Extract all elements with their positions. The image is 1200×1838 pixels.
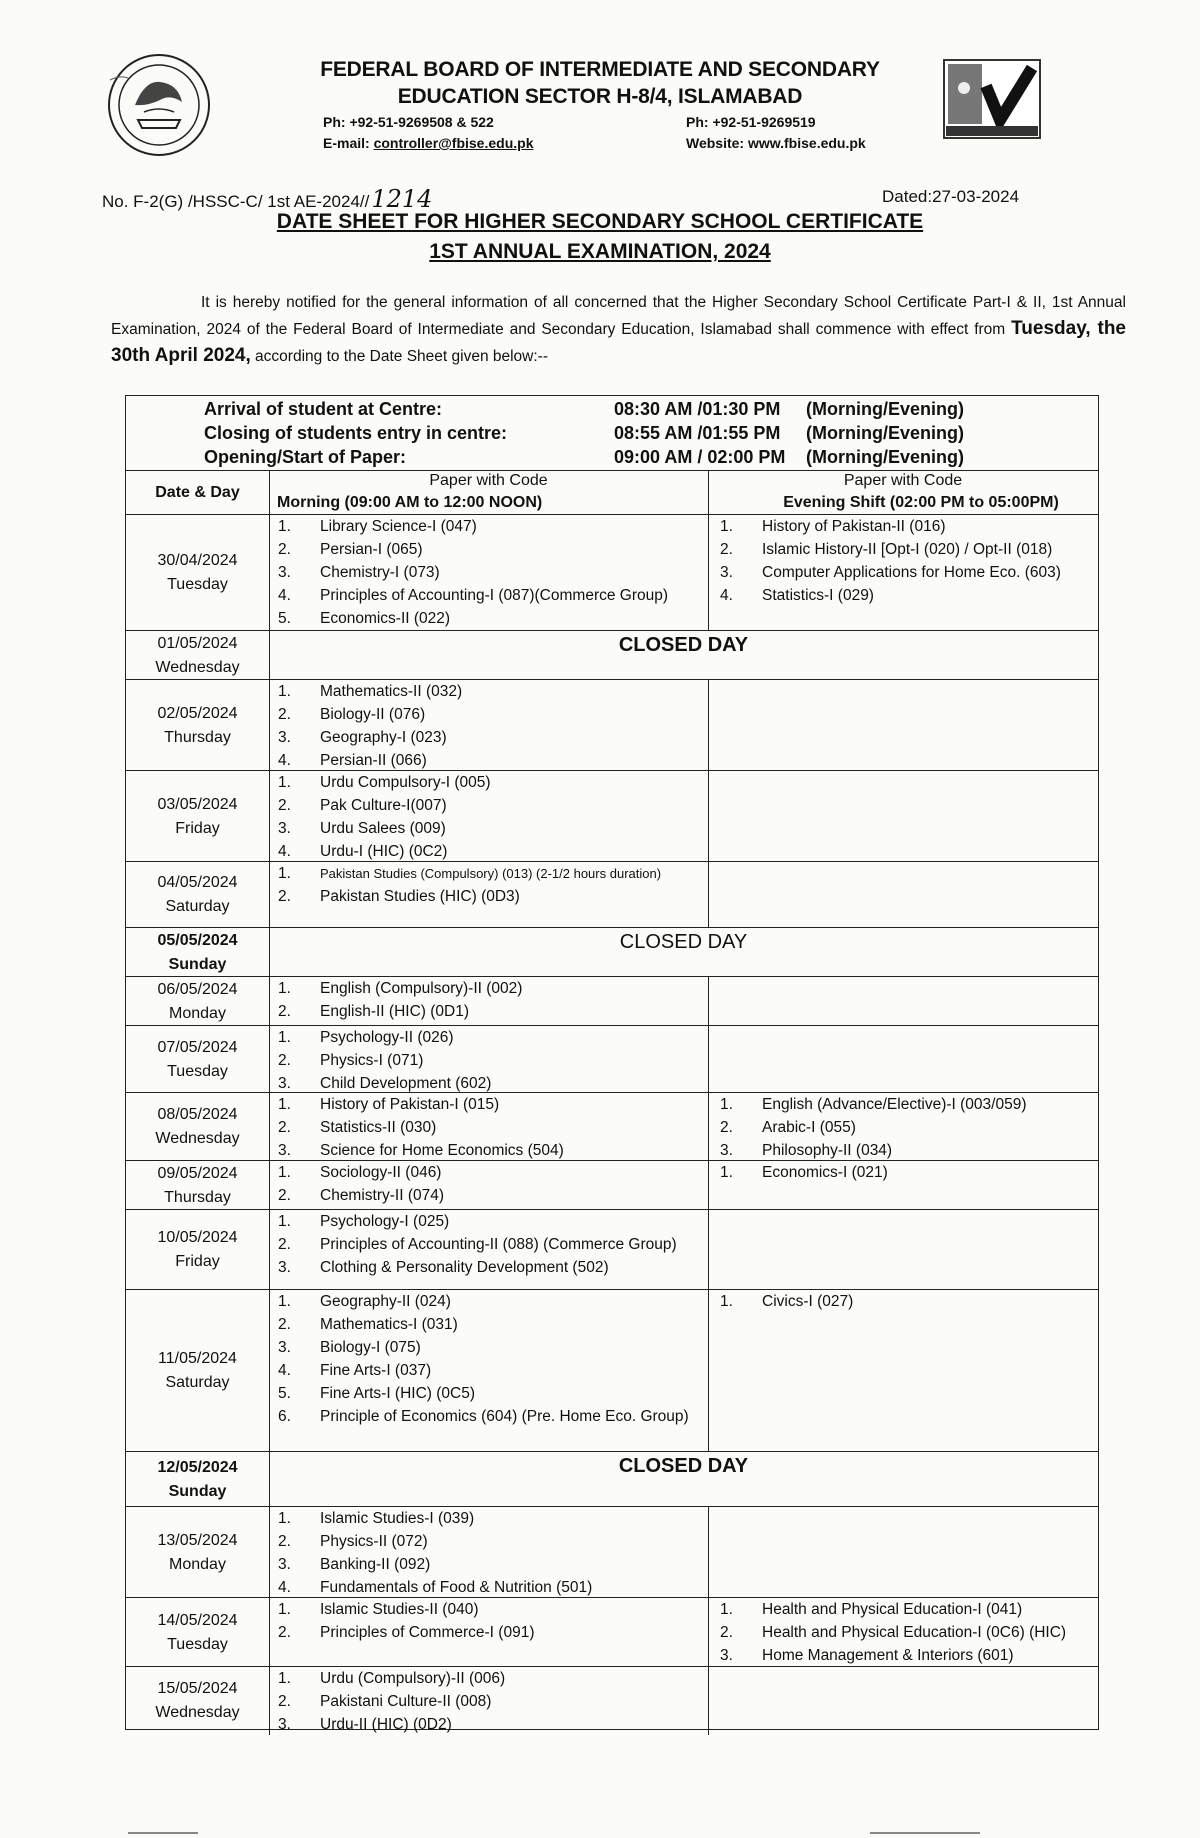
list-item [278,1621,703,1644]
closed-day-label: CLOSED DAY [618,1455,749,1477]
exam-date: 09/05/2024 [157,1164,238,1182]
morning-papers [278,1598,703,1644]
item-number: 2. [278,1316,291,1333]
item-number: 1. [278,1670,291,1687]
morning-papers [278,1667,703,1736]
date-cell [126,1210,269,1290]
list-item [720,1139,1098,1162]
list-item [278,1256,703,1279]
item-number: 1. [278,1164,291,1181]
fbise-seal-logo [100,50,218,160]
list-item [720,1093,1098,1116]
table-row [126,771,1098,862]
exam-date: 05/05/2024 [157,931,238,949]
list-item [278,703,703,726]
list-item [278,1026,703,1049]
list-item [278,1576,703,1599]
table-row [126,1598,1098,1667]
date-cell [126,1093,269,1161]
morning-papers [278,771,703,863]
paper-name: Urdu-I (HIC) (0C2) [320,843,448,860]
date-cell [126,977,269,1026]
list-item [720,538,1098,561]
list-item [278,1072,703,1095]
item-number: 3. [278,729,291,746]
date-cell [126,928,269,977]
paper-name: Principles of Accounting-I (087)(Commerce Group) [320,587,669,604]
date-cell [126,1667,269,1735]
list-item [720,1621,1098,1644]
list-item [278,1667,703,1690]
date-cell [126,771,269,862]
item-number: 3. [278,1259,291,1276]
intro-text: It is hereby notified for the general information of all concerned that the Higher Secondary School Certificate Part-I & II, 1st Annual Examination, 2024 of the Federal Board of Intermediate and Secondary Education, Islamabad shall commence with effect from [111,294,1126,338]
paper-name: Economics-I (021) [762,1164,888,1181]
item-number: 1. [278,1293,291,1310]
list-item [278,515,703,538]
table-row [126,1026,1098,1093]
exam-day: Monday [169,1555,226,1573]
item-number: 3. [278,820,291,837]
date-cell [126,680,269,771]
list-item [278,584,703,607]
list-item [278,1405,703,1428]
list-item [278,1139,703,1162]
paper-name: Pakistan Studies (HIC) (0D3) [320,888,520,905]
morning-papers [278,680,703,772]
intro-tail: according to the Date Sheet given below:-- [250,348,549,365]
table-row [126,977,1098,1026]
list-item [720,1116,1098,1139]
item-number: 3. [278,564,291,581]
date-sheet-table [125,395,1099,1733]
table-row [126,928,1098,977]
item-number: 2. [278,1187,291,1204]
paper-name: Urdu Salees (009) [320,820,446,837]
list-item [278,1000,703,1023]
exam-day: Sunday [168,955,227,973]
contact-right [686,112,866,154]
list-item [278,817,703,840]
header-date-day: Date & Day [155,483,240,501]
paper-name: Mathematics-I (031) [320,1316,458,1333]
item-number: 2. [278,1052,291,1069]
table-row [126,680,1098,771]
exam-day: Saturday [165,1374,230,1391]
paper-name: Physics-I (071) [320,1052,424,1069]
list-item [278,561,703,584]
list-item [278,1210,703,1233]
paper-name: Geography-II (024) [320,1293,451,1310]
paper-name: Fundamentals of Food & Nutrition (501) [320,1579,593,1596]
bottom-divider [128,1832,198,1834]
date-cell [126,1161,269,1210]
list-item [278,1290,703,1313]
closed-day-label: CLOSED DAY [619,931,748,953]
exam-date: 15/05/2024 [157,1680,238,1697]
paper-name: Library Science-I (047) [320,518,477,535]
paper-name: Civics-I (027) [762,1293,854,1310]
phone-right: Ph: +92-51-9269519 [686,114,816,130]
org-name-line1: FEDERAL BOARD OF INTERMEDIATE AND SECONDARY [320,58,880,81]
paper-name: Biology-I (075) [320,1339,421,1356]
paper-name: English-II (HIC) (0D1) [320,1003,469,1020]
item-number: 1. [720,1164,733,1181]
paper-name: Persian-I (065) [320,541,423,558]
date-cell [126,1290,269,1452]
paper-name: Pakistani Culture-II (008) [320,1693,492,1710]
item-number: 1. [278,518,291,535]
date-cell [126,631,269,680]
paper-name: Islamic Studies-II (040) [320,1601,479,1618]
paper-name: English (Compulsory)-II (002) [320,980,523,997]
reference-number [102,185,432,213]
exam-day: Tuesday [167,576,228,593]
list-item [278,749,703,772]
table-row [126,1507,1098,1598]
table-row [126,1210,1098,1290]
paper-name: Principles of Commerce-I (091) [320,1624,535,1641]
item-number: 1. [278,1096,291,1113]
list-item [278,1553,703,1576]
exam-date: 01/05/2024 [157,634,238,652]
paper-name: Chemistry-II (074) [320,1187,445,1204]
paper-name: Sociology-II (046) [320,1164,442,1181]
paper-name: Principle of Economics (604) (Pre. Home Eco. Group) [320,1408,689,1425]
item-number: 3. [720,1647,733,1664]
exam-day: Thursday [164,728,231,746]
item-number: 1. [278,980,291,997]
closed-day-label: CLOSED DAY [618,634,749,656]
morning-papers [278,862,703,908]
exam-date: 03/05/2024 [157,795,238,813]
item-number: 2. [720,541,733,558]
paper-name: Statistics-II (030) [320,1119,437,1136]
email-label: E-mail: [323,135,374,151]
item-number: 4. [278,587,291,604]
list-item [278,680,703,703]
paper-name: Persian-II (066) [320,752,427,769]
morning-papers [278,1093,703,1162]
timings-block: Arrival of student at Centre: 08:30 AM /01:30 PM (Morning/Evening) Closing of students entry in centre: 08:55 AM /01:55 PM (Morning/Evening) Opening/Start of Paper: 09:00 AM / 02:00 PM (Morning/Evening) [126,396,1098,471]
item-number: 1. [278,1601,291,1618]
exam-date: 06/05/2024 [157,980,238,998]
paper-name: History of Pakistan-I (015) [320,1096,500,1113]
exam-day: Tuesday [167,1062,228,1080]
list-item [278,1382,703,1405]
exam-date: 08/05/2024 [157,1106,238,1123]
table-row [126,1290,1098,1452]
paper-name: Islamic Studies-I (039) [320,1510,475,1527]
exam-day: Wednesday [155,1130,240,1147]
item-number: 2. [278,1693,291,1710]
header-morning: Paper with Code Morning (09:00 AM to 12:00 NOON) [277,472,548,511]
item-number: 1. [720,518,733,535]
item-number: 2. [720,1624,733,1641]
evening-papers [720,515,1098,607]
exam-day: Monday [169,1004,226,1022]
item-number: 1. [278,1029,291,1046]
exam-date: 10/05/2024 [157,1229,238,1246]
item-number: 3. [278,1075,291,1092]
org-name-line2: EDUCATION SECTOR H-8/4, ISLAMABAD [397,85,803,108]
list-item [278,1116,703,1139]
item-number: 1. [720,1096,733,1113]
list-item [278,726,703,749]
paper-name: Pak Culture-I(007) [320,797,447,814]
date-cell [126,515,269,631]
paper-name: Fine Arts-I (037) [320,1362,432,1379]
list-item [278,1093,703,1116]
paper-name: Banking-II (092) [320,1556,431,1573]
exam-day: Thursday [164,1188,231,1206]
evening-papers [720,1161,1098,1184]
item-number: 4. [278,843,291,860]
paper-name: Mathematics-II (032) [320,683,463,700]
list-item [278,862,703,885]
paper-name: Philosophy-II (034) [762,1142,893,1159]
paper-name: Fine Arts-I (HIC) (0C5) [320,1385,476,1402]
paper-name: Urdu Compulsory-I (005) [320,774,491,791]
morning-papers [278,977,703,1023]
date-cell [126,1026,269,1093]
list-item [278,1184,703,1207]
item-number: 1. [720,1293,733,1310]
exam-date: 13/05/2024 [157,1531,238,1549]
exam-date: 12/05/2024 [157,1458,238,1476]
paper-name: Computer Applications for Home Eco. (603) [762,564,1061,581]
item-number: 2. [278,797,291,814]
exam-date: 11/05/2024 [158,1350,237,1367]
list-item [278,1336,703,1359]
header-evening: Paper with Code Evening Shift (02:00 PM to 05:00PM) [783,472,1059,511]
list-item [278,1233,703,1256]
evening-papers [720,1093,1098,1162]
exam-date: 30/04/2024 [157,552,238,569]
paper-name: Principles of Accounting-II (088) (Commerce Group) [320,1236,677,1253]
item-number: 3. [278,1142,291,1159]
reference-text: No. F-2(G) /HSSC-C/ 1st AE-2024// [102,192,370,211]
exam-day: Sunday [168,1482,227,1500]
item-number: 5. [278,610,291,627]
list-item [278,1713,703,1736]
document-title-line2: 1ST ANNUAL EXAMINATION, 2024 [429,240,771,263]
list-item [278,1530,703,1553]
table-row [126,631,1098,680]
bottom-divider [870,1832,980,1834]
handwritten-number: 1214 [371,185,433,213]
evening-papers [720,1290,1098,1313]
item-number: 1. [278,865,291,882]
item-number: 2. [278,1624,291,1641]
website-link[interactable]: Website: www.fbise.edu.pk [686,135,866,151]
morning-papers [278,1507,703,1599]
exam-day: Tuesday [167,1635,228,1653]
exam-day: Friday [175,819,220,837]
paper-name: Economics-II (022) [320,610,451,627]
exam-date: 04/05/2024 [157,874,238,891]
item-number: 2. [278,1003,291,1020]
table-row [126,1093,1098,1161]
morning-papers [278,1026,703,1095]
list-item [720,1644,1098,1667]
paper-name: Arabic-I (055) [762,1119,856,1136]
list-item [720,515,1098,538]
paper-name: Chemistry-I (073) [320,564,440,581]
list-item [278,607,703,630]
item-number: 1. [278,774,291,791]
paper-name: Pakistan Studies (Compulsory) (013) (2-1/2 hours duration) [320,866,662,881]
date-cell [126,862,269,928]
board-header [250,56,950,110]
contact-left [323,112,533,154]
list-item [278,1359,703,1382]
exam-date: 07/05/2024 [157,1038,238,1056]
item-number: 2. [278,1119,291,1136]
item-number: 6. [278,1408,291,1425]
exam-date: 14/05/2024 [157,1611,238,1629]
item-number: 1. [720,1601,733,1618]
paper-name: Health and Physical Education-I (041) [762,1601,1023,1618]
paper-name: English (Advance/Elective)-I (003/059) [762,1096,1027,1113]
list-item [278,840,703,863]
item-number: 4. [278,1579,291,1596]
table-row [126,1452,1098,1507]
paper-name: Urdu-II (HIC) (0D2) [320,1716,452,1733]
item-number: 1. [278,1213,291,1230]
paper-name: Geography-I (023) [320,729,447,746]
paper-name: Psychology-I (025) [320,1213,450,1230]
item-number: 5. [278,1385,291,1402]
item-number: 4. [278,1362,291,1379]
item-number: 2. [278,541,291,558]
list-item [720,1290,1098,1313]
list-item [278,1598,703,1621]
list-item [278,1313,703,1336]
paper-name: Clothing & Personality Development (502) [320,1259,609,1276]
list-item [720,584,1098,607]
item-number: 3. [278,1716,291,1733]
exam-day: Friday [175,1253,220,1270]
paper-name: Psychology-II (026) [320,1029,454,1046]
paper-name: Child Development (602) [320,1075,492,1092]
list-item [720,1161,1098,1184]
date-cell [126,1598,269,1667]
exam-day: Wednesday [155,1704,240,1721]
paper-name: Home Management & Interiors (601) [762,1647,1014,1664]
item-number: 2. [278,1236,291,1253]
list-item [278,1049,703,1072]
morning-papers [278,515,703,630]
item-number: 2. [720,1119,733,1136]
item-number: 1. [278,1510,291,1527]
item-number: 4. [720,587,733,604]
item-number: 3. [720,564,733,581]
list-item [720,1598,1098,1621]
item-number: 2. [278,1533,291,1550]
exam-day: Saturday [165,898,230,915]
table-row [126,862,1098,928]
list-item [278,794,703,817]
date-cell [126,1452,269,1507]
paper-name: Biology-II (076) [320,706,426,723]
dated: Dated:27-03-2024 [882,187,1020,206]
phone-left: Ph: +92-51-9269508 & 522 [323,114,494,130]
list-item [278,1690,703,1713]
date-cell [126,1507,269,1598]
item-number: 2. [278,888,291,905]
table-row [126,1161,1098,1210]
paper-name: Science for Home Economics (504) [320,1142,564,1159]
exam-date: 02/05/2024 [157,704,238,722]
list-item [278,885,703,908]
intro-paragraph [111,290,1126,370]
paper-name: Physics-II (072) [320,1533,428,1550]
item-number: 4. [278,752,291,769]
paper-name: Health and Physical Education-I (0C6) (HIC) [762,1624,1067,1641]
paper-name: Urdu (Compulsory)-II (006) [320,1670,506,1687]
morning-papers [278,1290,703,1428]
paper-name: History of Pakistan-II (016) [762,518,946,535]
morning-papers [278,1161,703,1207]
item-number: 3. [278,1339,291,1356]
item-number: 3. [720,1142,733,1159]
table-header-row [126,470,1098,515]
list-item [278,977,703,1000]
evening-papers [720,1598,1098,1667]
table-row [126,1667,1098,1735]
paper-name: Islamic History-II [Opt-I (020) / Opt-II (018) [762,541,1053,558]
list-item [278,1161,703,1184]
paper-name: Statistics-I (029) [762,587,874,604]
item-number: 2. [278,706,291,723]
item-number: 3. [278,1556,291,1573]
assessment-logo [942,58,1042,140]
list-item [720,561,1098,584]
table-row [126,515,1098,631]
email-link[interactable]: controller@fbise.edu.pk [373,135,534,151]
list-item [278,538,703,561]
morning-papers [278,1210,703,1279]
intro-start-day: Tuesday, the 30th April 2024, [111,318,1126,366]
list-item [278,771,703,794]
item-number: 1. [278,683,291,700]
exam-day: Wednesday [155,658,240,676]
list-item [278,1507,703,1530]
document-title-line1: DATE SHEET FOR HIGHER SECONDARY SCHOOL CERTIFICATE [276,210,924,233]
